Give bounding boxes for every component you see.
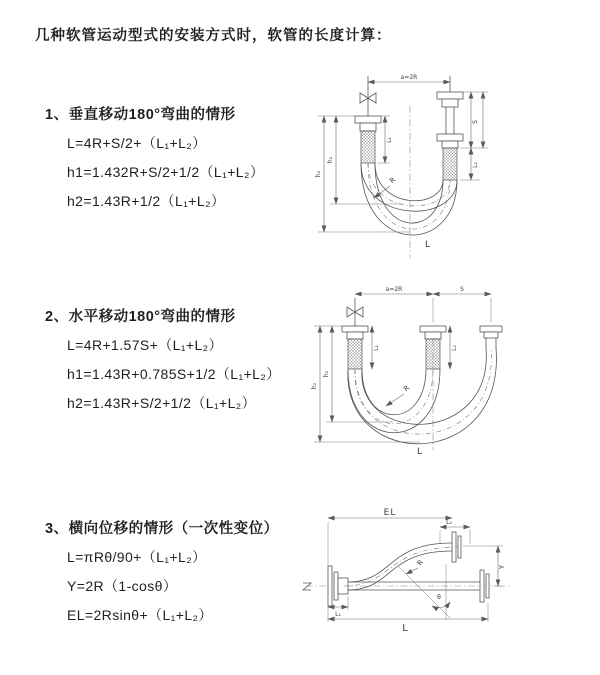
right-flange-upper <box>437 92 463 107</box>
section-1 <box>45 103 264 210</box>
formula-1-h1: h1=1.432R+S/2+1/2（L₁+L₂） <box>67 164 265 180</box>
diagram-horizontal-180-bend <box>308 282 600 457</box>
right-flange <box>480 326 502 338</box>
dim-y-label: Y <box>498 564 506 570</box>
formula-3-L: L=πRθ/90+（L₁+L₂） <box>67 549 207 565</box>
formula-3-Y: Y=2R（1-cosθ） <box>67 578 178 594</box>
hose-curves <box>344 543 458 590</box>
dim-h2-label: h₂ <box>315 170 322 178</box>
left-flange <box>342 326 368 339</box>
dim-l1-label: L₁ <box>386 137 393 143</box>
braided-hose-section <box>348 339 362 369</box>
formula-3-EL: EL=2Rsinθ+（L₁+L₂） <box>67 607 213 623</box>
centerline-break-mark <box>303 583 311 590</box>
section-3 <box>45 517 279 624</box>
angle-construction <box>398 564 450 620</box>
braided-hose-section <box>443 148 457 180</box>
radius-label: R <box>402 383 412 394</box>
diagram-lateral-displacement <box>298 500 600 650</box>
hose-curves <box>361 163 457 235</box>
diagram-vertical-180-bend <box>310 68 600 263</box>
middle-flange <box>420 326 446 339</box>
dim-l2-label: L₂ <box>472 162 479 168</box>
length-label: L <box>416 447 424 457</box>
hose-curves <box>348 348 497 444</box>
dim-h1-label: h₁ <box>327 156 334 164</box>
dim-s-label: S <box>460 286 464 293</box>
dim-l2-label: L₂ <box>451 345 458 351</box>
formula-2-L: L=4R+1.57S+（L₁+L₂） <box>67 337 223 353</box>
dim-h1-label: h₁ <box>323 370 330 378</box>
section-2 <box>45 305 281 412</box>
formula-2-h1: h1=1.43R+0.785S+1/2（L₁+L₂） <box>67 366 281 382</box>
dim-a2r-label: a=2R <box>400 74 418 81</box>
dim-l2-label: L₂ <box>446 519 452 526</box>
length-label: L <box>402 623 408 634</box>
radius-label: R <box>415 558 426 568</box>
dim-h2-label: h₂ <box>311 382 318 390</box>
dim-el-label: EL <box>383 508 397 518</box>
right-flange-lower <box>437 134 463 148</box>
dim-s-label: S <box>472 120 479 124</box>
dim-l1-label: L₁ <box>373 345 380 351</box>
section-3-heading: 3、横向位移的情形（一次性变位） <box>45 521 279 537</box>
formula-1-L: L=4R+S/2+（L₁+L₂） <box>67 135 207 151</box>
left-flange <box>355 116 381 131</box>
formula-1-h2: h2=1.43R+1/2（L₁+L₂） <box>67 193 226 209</box>
formula-2-h2: h2=1.43R+S/2+1/2（L₁+L₂） <box>67 395 257 411</box>
page-title: 几种软管运动型式的安装方式时，软管的长度计算： <box>35 28 392 44</box>
dim-a2r-label: a=2R <box>385 286 403 293</box>
angle-theta-label: θ <box>437 594 441 601</box>
section-1-heading: 1、垂直移动180°弯曲的情形 <box>45 107 236 123</box>
section-2-heading: 2、水平移动180°弯曲的情形 <box>45 309 236 325</box>
braided-hose-section <box>361 131 375 163</box>
dim-l1-label: L₁ <box>335 611 341 618</box>
length-label: L <box>424 240 432 250</box>
radius-label: R <box>388 175 398 186</box>
